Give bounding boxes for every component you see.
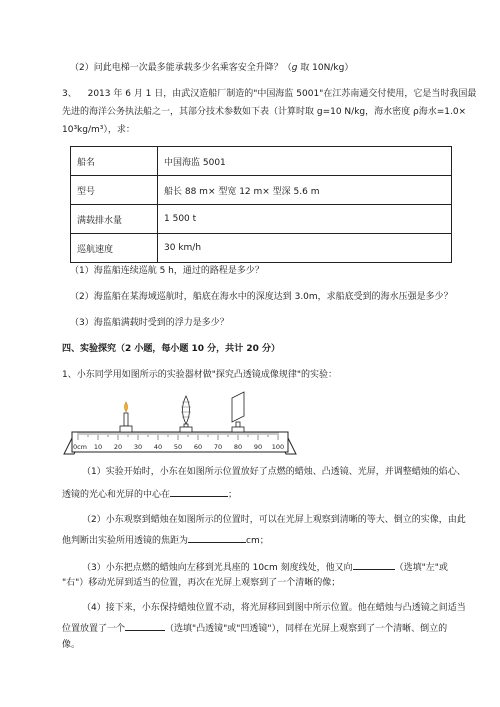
exp-q3-line2: "右"）移动光屏到适当的位置，再次在光屏上观察到了一个清晰的像； (62, 578, 341, 588)
ruler-tick-label: 90 (253, 443, 263, 451)
table-key: 型号 (71, 176, 158, 205)
sub-question-2: （2）海监船在某海域巡航时，船底在海水中的深度达到 3.0m，求船底受到的海水压强是多少？ (70, 292, 453, 302)
ruler-tick-label: 10 (93, 443, 103, 451)
table-value: 中国海监 5001 (158, 147, 452, 176)
ruler-tick-label: 40 (153, 443, 163, 451)
table-key: 巡航速度 (71, 234, 158, 263)
optical-bench-figure (60, 388, 300, 458)
exp-q2-line2: 他判断出实验所用透镜的焦距为 cm； (62, 532, 269, 548)
ruler-tick-label: 50 (173, 443, 183, 451)
sub-question-1: （1）海监船连续巡航 5 h，通过的路程是多少？ (70, 266, 264, 276)
exp-q4-line2: 位置放置了一个 （选填"凸透镜"或"凹透镜"），同样在光屏上观察到了一个清晰、倒立的 (62, 620, 447, 636)
exp-q2-line1: （2）小东观察到蜡烛在如图所示的位置时，可以在光屏上观察到清晰的等大、倒立的实像，由此 (82, 515, 466, 525)
table-key: 满载排水量 (71, 205, 158, 234)
sub-question-3: （3）海监船满载时受到的浮力是多少？ (70, 318, 229, 328)
ruler-tick-label: 100 (271, 443, 285, 451)
exp-q3-line1: （3）小东把点燃的蜡烛向左移到光具座的 10cm 刻度线处，他又向 （选填"左"或 (82, 559, 448, 575)
answer-blank[interactable] (188, 532, 246, 543)
answer-blank[interactable] (170, 486, 228, 497)
table-value: 船长 88 m× 型宽 12 m× 型深 5.6 m (158, 176, 452, 205)
ship-spec-table (70, 146, 452, 263)
light-screen-icon (232, 392, 244, 432)
table-value: 30 km/h (158, 234, 452, 263)
problem-3-line1: 3、 2013 年 6 月 1 日，由武汉造船厂制造的"中国海监 5001"在江苏南通交付使用，它是当时我国最 (62, 89, 477, 99)
ruler-tick-label: 20 (113, 443, 123, 451)
exp-q1-line1: （1）实验开始时，小东在如图所示位置放好了点燃的蜡烛、凸透镜、光屏，并调整蜡烛的焰心、 (82, 467, 466, 477)
exp-q4-line1: （4）接下来，小东保持蜡烛位置不动，将光屏移回到图中所示位置。他在蜡烛与凸透镜之间适当 (82, 603, 466, 613)
table-row (71, 234, 452, 263)
ruler-tick-label: 80 (233, 443, 243, 451)
exp-q1-line2: 透镜的光心和光屏的中心在 ； (62, 486, 237, 502)
answer-blank[interactable] (125, 620, 165, 631)
table-row (71, 176, 452, 205)
experiment-1-intro: 1、小东同学用如图所示的实验器材做"探究凸透镜成像规律"的实验： (62, 370, 338, 380)
answer-blank[interactable] (353, 559, 395, 570)
convex-lens-icon (180, 396, 192, 432)
table-key: 船名 (71, 147, 158, 176)
problem-3-line2: 先进的海洋公务执法船之一，其部分技术参数如下表（计算时取 g=10 N/kg，海水密度 ρ海水=1.0× (62, 107, 467, 117)
section-4-heading: 四、实验探究（2 小题，每小题 10 分，共计 20 分） (62, 344, 280, 354)
problem-3-line3: 10³kg/m³），求： (62, 125, 135, 135)
table-row (71, 205, 452, 234)
table-value: 1 500 t (158, 205, 452, 234)
ruler-tick-label: 30 (133, 443, 143, 451)
ruler-tick-label: 0cm (72, 443, 88, 451)
ruler-tick-label: 70 (213, 443, 223, 451)
table-row (71, 147, 452, 176)
exp-q4-line3: 像。 (62, 640, 81, 650)
ruler-tick-label: 60 (193, 443, 203, 451)
q2-question: （2）问此电梯一次最多能承载多少名乘客安全升降？（g 取 10N/kg） (70, 63, 354, 73)
candle-icon (120, 402, 132, 432)
